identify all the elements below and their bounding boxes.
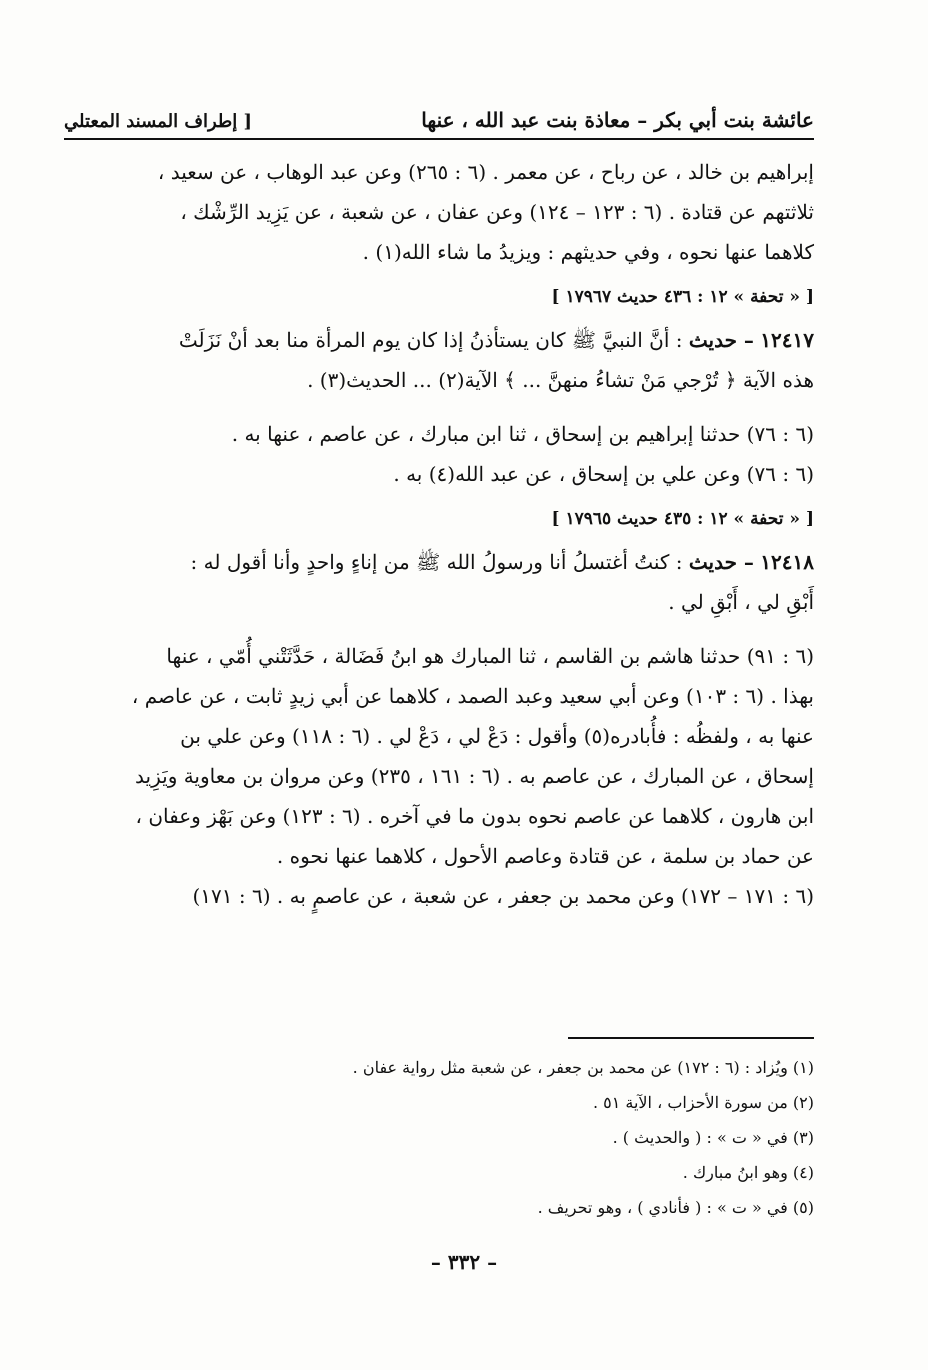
footnote: (٥) في « ت » : ( فأنادي ) ، وهو تحريف .	[537, 1198, 814, 1217]
page-number: – ٣٣٢ –	[430, 1250, 498, 1274]
hadith-number: ١٢٤١٨	[760, 550, 814, 574]
source-line: (٦ : ٧٦) حدثنا إبراهيم بن إسحاق ، ثنا ابن مبارك ، عن عاصم ، عنها به .	[231, 422, 814, 446]
footnote: (٢) من سورة الأحزاب ، الآية ٥١ .	[592, 1093, 814, 1112]
header-title: عائشة بنت أبي بكر – معاذة بنت عبد الله ، عنها	[421, 108, 814, 132]
running-header	[64, 100, 814, 140]
footnote-divider	[568, 1037, 814, 1039]
text-line: ثلاثتهم عن قتادة . (٦ : ١٢٣ – ١٢٤) وعن عفان ، عن شعبة ، عن يَزِيد الرِّشْك ،	[180, 200, 814, 224]
hadith-text: : أنَّ النبيَّ ﷺ كان يستأذنُ إذا كان يوم المرأة منا بعد أنْ نَزَلَتْ	[178, 328, 683, 352]
intro-paragraph	[64, 152, 814, 272]
hadith-first-line	[64, 542, 814, 582]
footnote: (١) ويُزاد : (٦ : ١٧٢) عن محمد بن جعفر ، عن شعبة مثل رواية عفان .	[352, 1058, 814, 1077]
hadith-entry	[64, 320, 814, 494]
footnotes	[64, 1050, 814, 1225]
source-line: إسحاق ، عن المبارك ، عن عاصم به . (٦ : ١٦١ ، ٢٣٥) وعن مروان بن معاوية ويَزِيد	[135, 764, 814, 788]
tuhfa-reference: [ « تحفة » ١٢ : ٤٣٥ حديث ١٧٩٦٥ ]	[551, 509, 814, 529]
text-line: إبراهيم بن خالد ، عن رباح ، عن معمر . (٦ : ٢٦٥) وعن عبد الوهاب ، عن سعيد ،	[157, 160, 814, 184]
footnote: (٣) في « ت » : ( والحديث ) .	[612, 1128, 814, 1147]
hadith-text: : كنتُ أغتسلُ أنا ورسولُ الله ﷺ من إناءٍ واحدٍ وأنا أقول له :	[190, 550, 683, 574]
header-book-title: [ إطراف المسند المعتلي	[64, 111, 253, 132]
hadith-label: – حديث	[688, 328, 754, 352]
source-line: (٦ : ٩١) حدثنا هاشم بن القاسم ، ثنا المبارك هو ابنُ فَضَالة ، حَدَّثَتْني أُمّي ، عنها	[166, 644, 814, 668]
hadith-entry	[64, 542, 814, 916]
source-line: بهذا . (٦ : ١٠٣) وعن أبي سعيد وعبد الصمد ، كلاهما عن أبي زيدٍ ثابت ، عن عاصم ،	[131, 684, 814, 708]
source-line: (٦ : ١٧١ – ١٧٢) وعن محمد بن جعفر ، عن شعبة ، عن عاصمٍ به . (٦ : ١٧١)	[192, 884, 814, 908]
source-line: عنها به ، ولفظُه : فأُبادره(٥) وأقول : دَعْ لي ، دَعْ لي . (٦ : ١١٨) وعن علي بن	[180, 724, 814, 748]
hadith-number: ١٢٤١٧	[760, 328, 814, 352]
hadith-first-line	[64, 320, 814, 360]
source-line: عن حماد بن سلمة ، عن قتادة وعاصم الأحول ، كلاهما عنها نحوه .	[276, 844, 814, 868]
text-line: هذه الآية ﴿ تُرْجي مَنْ تشاءُ منهنَّ ... ﴾ الآية(٢) ... الحديث(٣) .	[307, 368, 814, 392]
source-line: (٦ : ٧٦) وعن علي بن إسحاق ، عن عبد الله(٤) به .	[393, 462, 814, 486]
hadith-label: – حديث	[688, 550, 754, 574]
text-line: كلاهما عنها نحوه ، وفي حديثهم : ويزيدُ ما شاء الله(١) .	[362, 240, 814, 264]
text-line: أَبْقِ لي ، أَبْقِ لي .	[668, 590, 814, 614]
tuhfa-reference: [ « تحفة » ١٢ : ٤٣٦ حديث ١٧٩٦٧ ]	[551, 287, 814, 307]
main-text	[64, 152, 814, 916]
footnote: (٤) وهو ابنُ مبارك .	[682, 1163, 814, 1182]
source-line: ابن هارون ، كلاهما عن عاصم نحوه بدون ما في آخره . (٦ : ١٢٣) وعن بَهْز وعفان ،	[135, 804, 814, 828]
